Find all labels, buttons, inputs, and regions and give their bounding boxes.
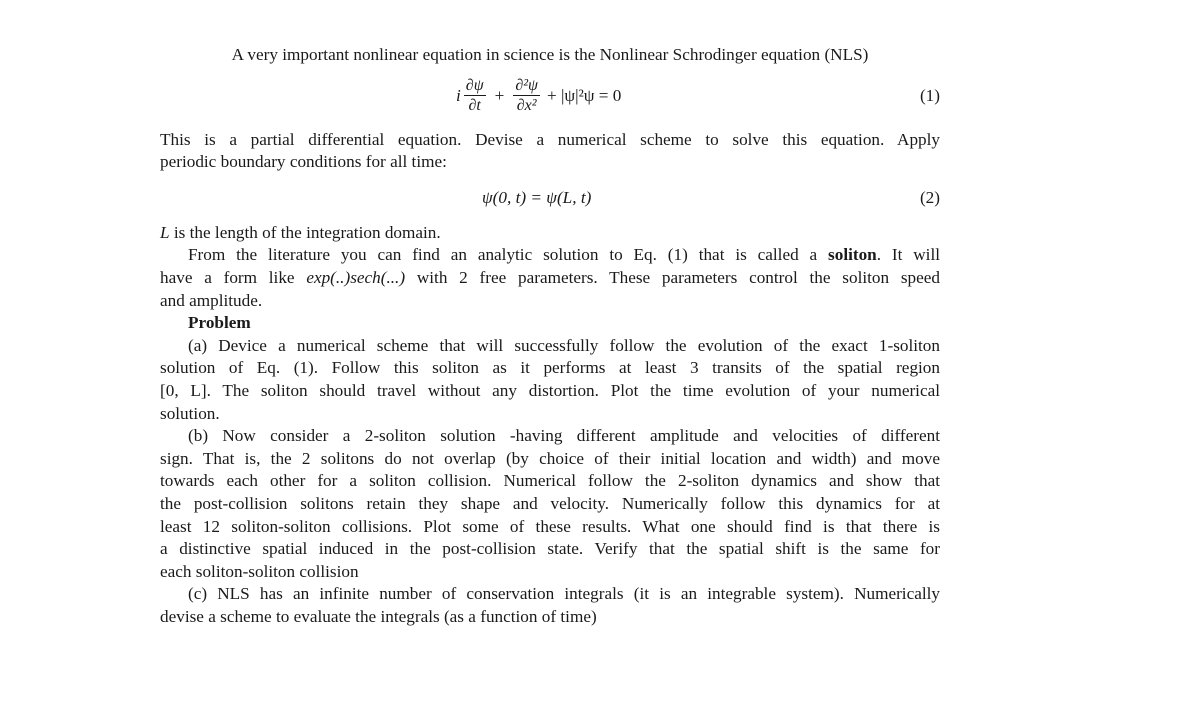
space-derivative-numerator: ∂²ψ [515,77,538,95]
paragraph-line: towards each other for a soliton collision. Numerical follow the 2-soliton dynamics and show that [160,471,940,491]
length-description: is the length of the integration domain. [169,222,441,242]
equation-2-number: (2) [919,187,940,207]
part-a [160,335,940,425]
imaginary-unit: i [456,85,461,105]
equation-2-expression: ψ(0, t) = ψ(L, t) [482,187,592,207]
paragraph-line [160,267,940,290]
paragraph-line [160,244,940,267]
soliton-form: exp(..)sech(...) [306,267,406,287]
paragraph-line: [0, L]. The soliton should travel without any distortion. Plot the time evolution of your numerical [160,380,940,400]
paragraph-line: a distinctive spatial induced in the post-collision state. Verify that the spatial shift is the same for [160,539,940,559]
part-c [160,583,940,628]
text-run: From the literature you can find an analytic solution to Eq. (1) that is called a [188,245,829,265]
paragraph-soliton [160,244,940,312]
paragraph-line: the post-collision solitons retain they shape and velocity. Numerically follow this dynamics for at [160,493,940,513]
paragraph-line: (c) NLS has an infinite number of conservation integrals (it is an integrable system). Numerically [188,584,940,604]
space-derivative-fraction [513,76,540,115]
paragraph-line: This is a partial differential equation. Devise a numerical scheme to solve this equation. Apply [160,129,940,149]
paragraph-line: solution of Eq. (1). Follow this soliton as it performs at least 3 transits of the spatial region [160,358,940,378]
paragraph-line: (a) Device a numerical scheme that will successfully follow the evolution of the exact 1-soliton [188,335,940,355]
paragraph-domain [160,222,940,245]
document-page [160,44,940,628]
paragraph-line: and amplitude. [160,290,263,310]
plus-sign: + [494,85,505,105]
paragraph-line: sign. That is, the 2 solitons do not overlap (by choice of their initial location and width) and move [160,448,940,468]
equation-1-expression [456,73,621,119]
text-run: . It will [876,245,940,265]
paragraph-line: devise a scheme to evaluate the integrals (as a function of time) [160,606,597,626]
paragraph-line: each soliton-soliton collision [160,561,359,581]
intro-sentence: A very important nonlinear equation in science is the Nonlinear Schrodinger equation (NLS) [231,45,869,64]
text-run: with 2 free parameters. These parameters control the soliton speed [405,267,940,287]
equation-1-number: (1) [919,85,940,105]
space-derivative-denominator: ∂x² [516,97,537,115]
paragraph-line: periodic boundary conditions for all time: [160,152,447,172]
paragraph-line: solution. [160,403,220,423]
paragraph-line: (b) Now consider a 2-soliton solution -having different amplitude and velocities of different [188,426,940,446]
text-run: have a form like [160,267,307,287]
equation-1 [160,73,940,119]
problem-heading: Problem [188,313,251,333]
paragraph-line [160,222,940,245]
length-symbol: L [160,222,170,242]
paragraph-line: least 12 soliton-soliton collisions. Plot some of these results. What one should find is that there is [160,516,940,536]
time-derivative-fraction [464,76,486,115]
equation-2 [160,178,940,218]
part-b [160,425,940,583]
paragraph-pde [160,129,940,174]
soliton-term: soliton [828,245,877,265]
time-derivative-denominator: ∂t [468,97,481,115]
nonlinear-term: + |ψ|²ψ = 0 [546,85,622,105]
time-derivative-numerator: ∂ψ [465,77,484,95]
